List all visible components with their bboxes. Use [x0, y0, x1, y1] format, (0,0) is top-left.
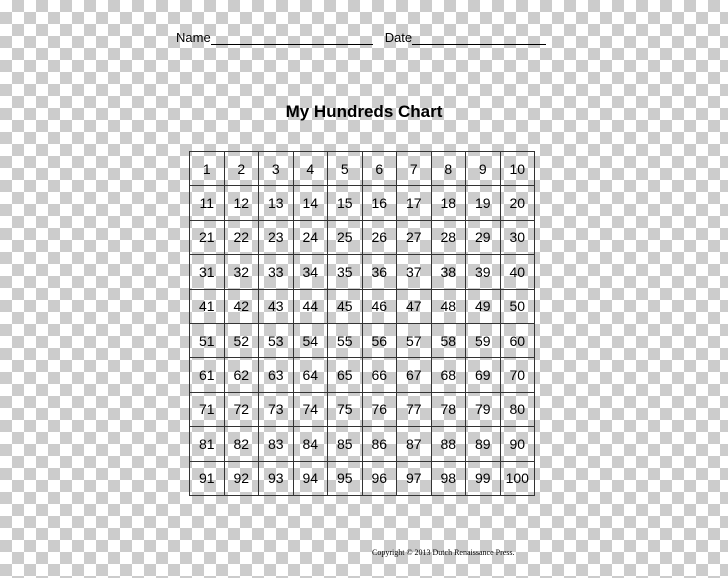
- number-cell: 4: [294, 152, 329, 186]
- number-cell: 10: [501, 152, 536, 186]
- number-cell: 34: [294, 255, 329, 289]
- number-cell: 36: [363, 255, 398, 289]
- number-cell: 8: [432, 152, 467, 186]
- number-cell: 19: [466, 186, 501, 220]
- number-cell: 35: [328, 255, 363, 289]
- number-cell: 7: [397, 152, 432, 186]
- number-cell: 39: [466, 255, 501, 289]
- number-cell: 89: [466, 427, 501, 461]
- number-cell: 18: [432, 186, 467, 220]
- copyright-notice: Copyright © 2013 Dutch Renaissance Press.: [372, 548, 515, 557]
- number-cell: 17: [397, 186, 432, 220]
- number-cell: 97: [397, 462, 432, 496]
- number-cell: 78: [432, 393, 467, 427]
- number-cell: 77: [397, 393, 432, 427]
- number-cell: 54: [294, 324, 329, 358]
- number-cell: 28: [432, 221, 467, 255]
- number-cell: 84: [294, 427, 329, 461]
- number-cell: 92: [225, 462, 260, 496]
- number-cell: 93: [259, 462, 294, 496]
- number-cell: 31: [190, 255, 225, 289]
- number-cell: 40: [501, 255, 536, 289]
- number-cell: 82: [225, 427, 260, 461]
- number-cell: 9: [466, 152, 501, 186]
- number-cell: 83: [259, 427, 294, 461]
- number-cell: 49: [466, 290, 501, 324]
- number-cell: 20: [501, 186, 536, 220]
- name-date-row: [176, 30, 546, 45]
- number-cell: 87: [397, 427, 432, 461]
- number-cell: 21: [190, 221, 225, 255]
- date-line: [412, 31, 546, 45]
- number-cell: 69: [466, 358, 501, 392]
- number-cell: 80: [501, 393, 536, 427]
- number-cell: 57: [397, 324, 432, 358]
- number-cell: 91: [190, 462, 225, 496]
- number-cell: 50: [501, 290, 536, 324]
- number-cell: 79: [466, 393, 501, 427]
- number-cell: 90: [501, 427, 536, 461]
- number-cell: 67: [397, 358, 432, 392]
- number-cell: 70: [501, 358, 536, 392]
- number-cell: 86: [363, 427, 398, 461]
- number-cell: 81: [190, 427, 225, 461]
- number-cell: 58: [432, 324, 467, 358]
- number-cell: 2: [225, 152, 260, 186]
- number-cell: 64: [294, 358, 329, 392]
- hundreds-chart-table: [189, 151, 535, 496]
- number-cell: 38: [432, 255, 467, 289]
- number-cell: 15: [328, 186, 363, 220]
- number-cell: 42: [225, 290, 260, 324]
- number-cell: 14: [294, 186, 329, 220]
- name-label: Name: [176, 30, 211, 45]
- number-cell: 85: [328, 427, 363, 461]
- number-cell: 41: [190, 290, 225, 324]
- number-cell: 33: [259, 255, 294, 289]
- number-cell: 94: [294, 462, 329, 496]
- number-cell: 22: [225, 221, 260, 255]
- number-cell: 53: [259, 324, 294, 358]
- number-cell: 43: [259, 290, 294, 324]
- number-cell: 100: [501, 462, 536, 496]
- number-cell: 71: [190, 393, 225, 427]
- number-cell: 37: [397, 255, 432, 289]
- number-cell: 24: [294, 221, 329, 255]
- number-cell: 44: [294, 290, 329, 324]
- number-cell: 56: [363, 324, 398, 358]
- number-cell: 96: [363, 462, 398, 496]
- number-cell: 23: [259, 221, 294, 255]
- number-cell: 26: [363, 221, 398, 255]
- number-cell: 5: [328, 152, 363, 186]
- date-label: Date: [384, 30, 413, 45]
- number-cell: 60: [501, 324, 536, 358]
- number-cell: 47: [397, 290, 432, 324]
- number-cell: 88: [432, 427, 467, 461]
- number-cell: 59: [466, 324, 501, 358]
- number-cell: 1: [190, 152, 225, 186]
- page-title: My Hundreds Chart: [285, 102, 443, 121]
- number-cell: 29: [466, 221, 501, 255]
- number-cell: 45: [328, 290, 363, 324]
- number-cell: 98: [432, 462, 467, 496]
- number-cell: 73: [259, 393, 294, 427]
- number-cell: 75: [328, 393, 363, 427]
- number-cell: 74: [294, 393, 329, 427]
- number-cell: 55: [328, 324, 363, 358]
- number-cell: 6: [363, 152, 398, 186]
- number-cell: 62: [225, 358, 260, 392]
- number-cell: 27: [397, 221, 432, 255]
- name-line: [211, 31, 373, 45]
- number-cell: 48: [432, 290, 467, 324]
- number-cell: 61: [190, 358, 225, 392]
- number-cell: 63: [259, 358, 294, 392]
- number-cell: 66: [363, 358, 398, 392]
- number-cell: 11: [190, 186, 225, 220]
- number-cell: 16: [363, 186, 398, 220]
- number-cell: 30: [501, 221, 536, 255]
- number-cell: 76: [363, 393, 398, 427]
- number-cell: 95: [328, 462, 363, 496]
- number-cell: 52: [225, 324, 260, 358]
- number-cell: 46: [363, 290, 398, 324]
- number-cell: 72: [225, 393, 260, 427]
- number-cell: 68: [432, 358, 467, 392]
- number-cell: 65: [328, 358, 363, 392]
- number-cell: 99: [466, 462, 501, 496]
- number-cell: 51: [190, 324, 225, 358]
- number-cell: 3: [259, 152, 294, 186]
- number-cell: 25: [328, 221, 363, 255]
- number-cell: 12: [225, 186, 260, 220]
- number-cell: 13: [259, 186, 294, 220]
- number-cell: 32: [225, 255, 260, 289]
